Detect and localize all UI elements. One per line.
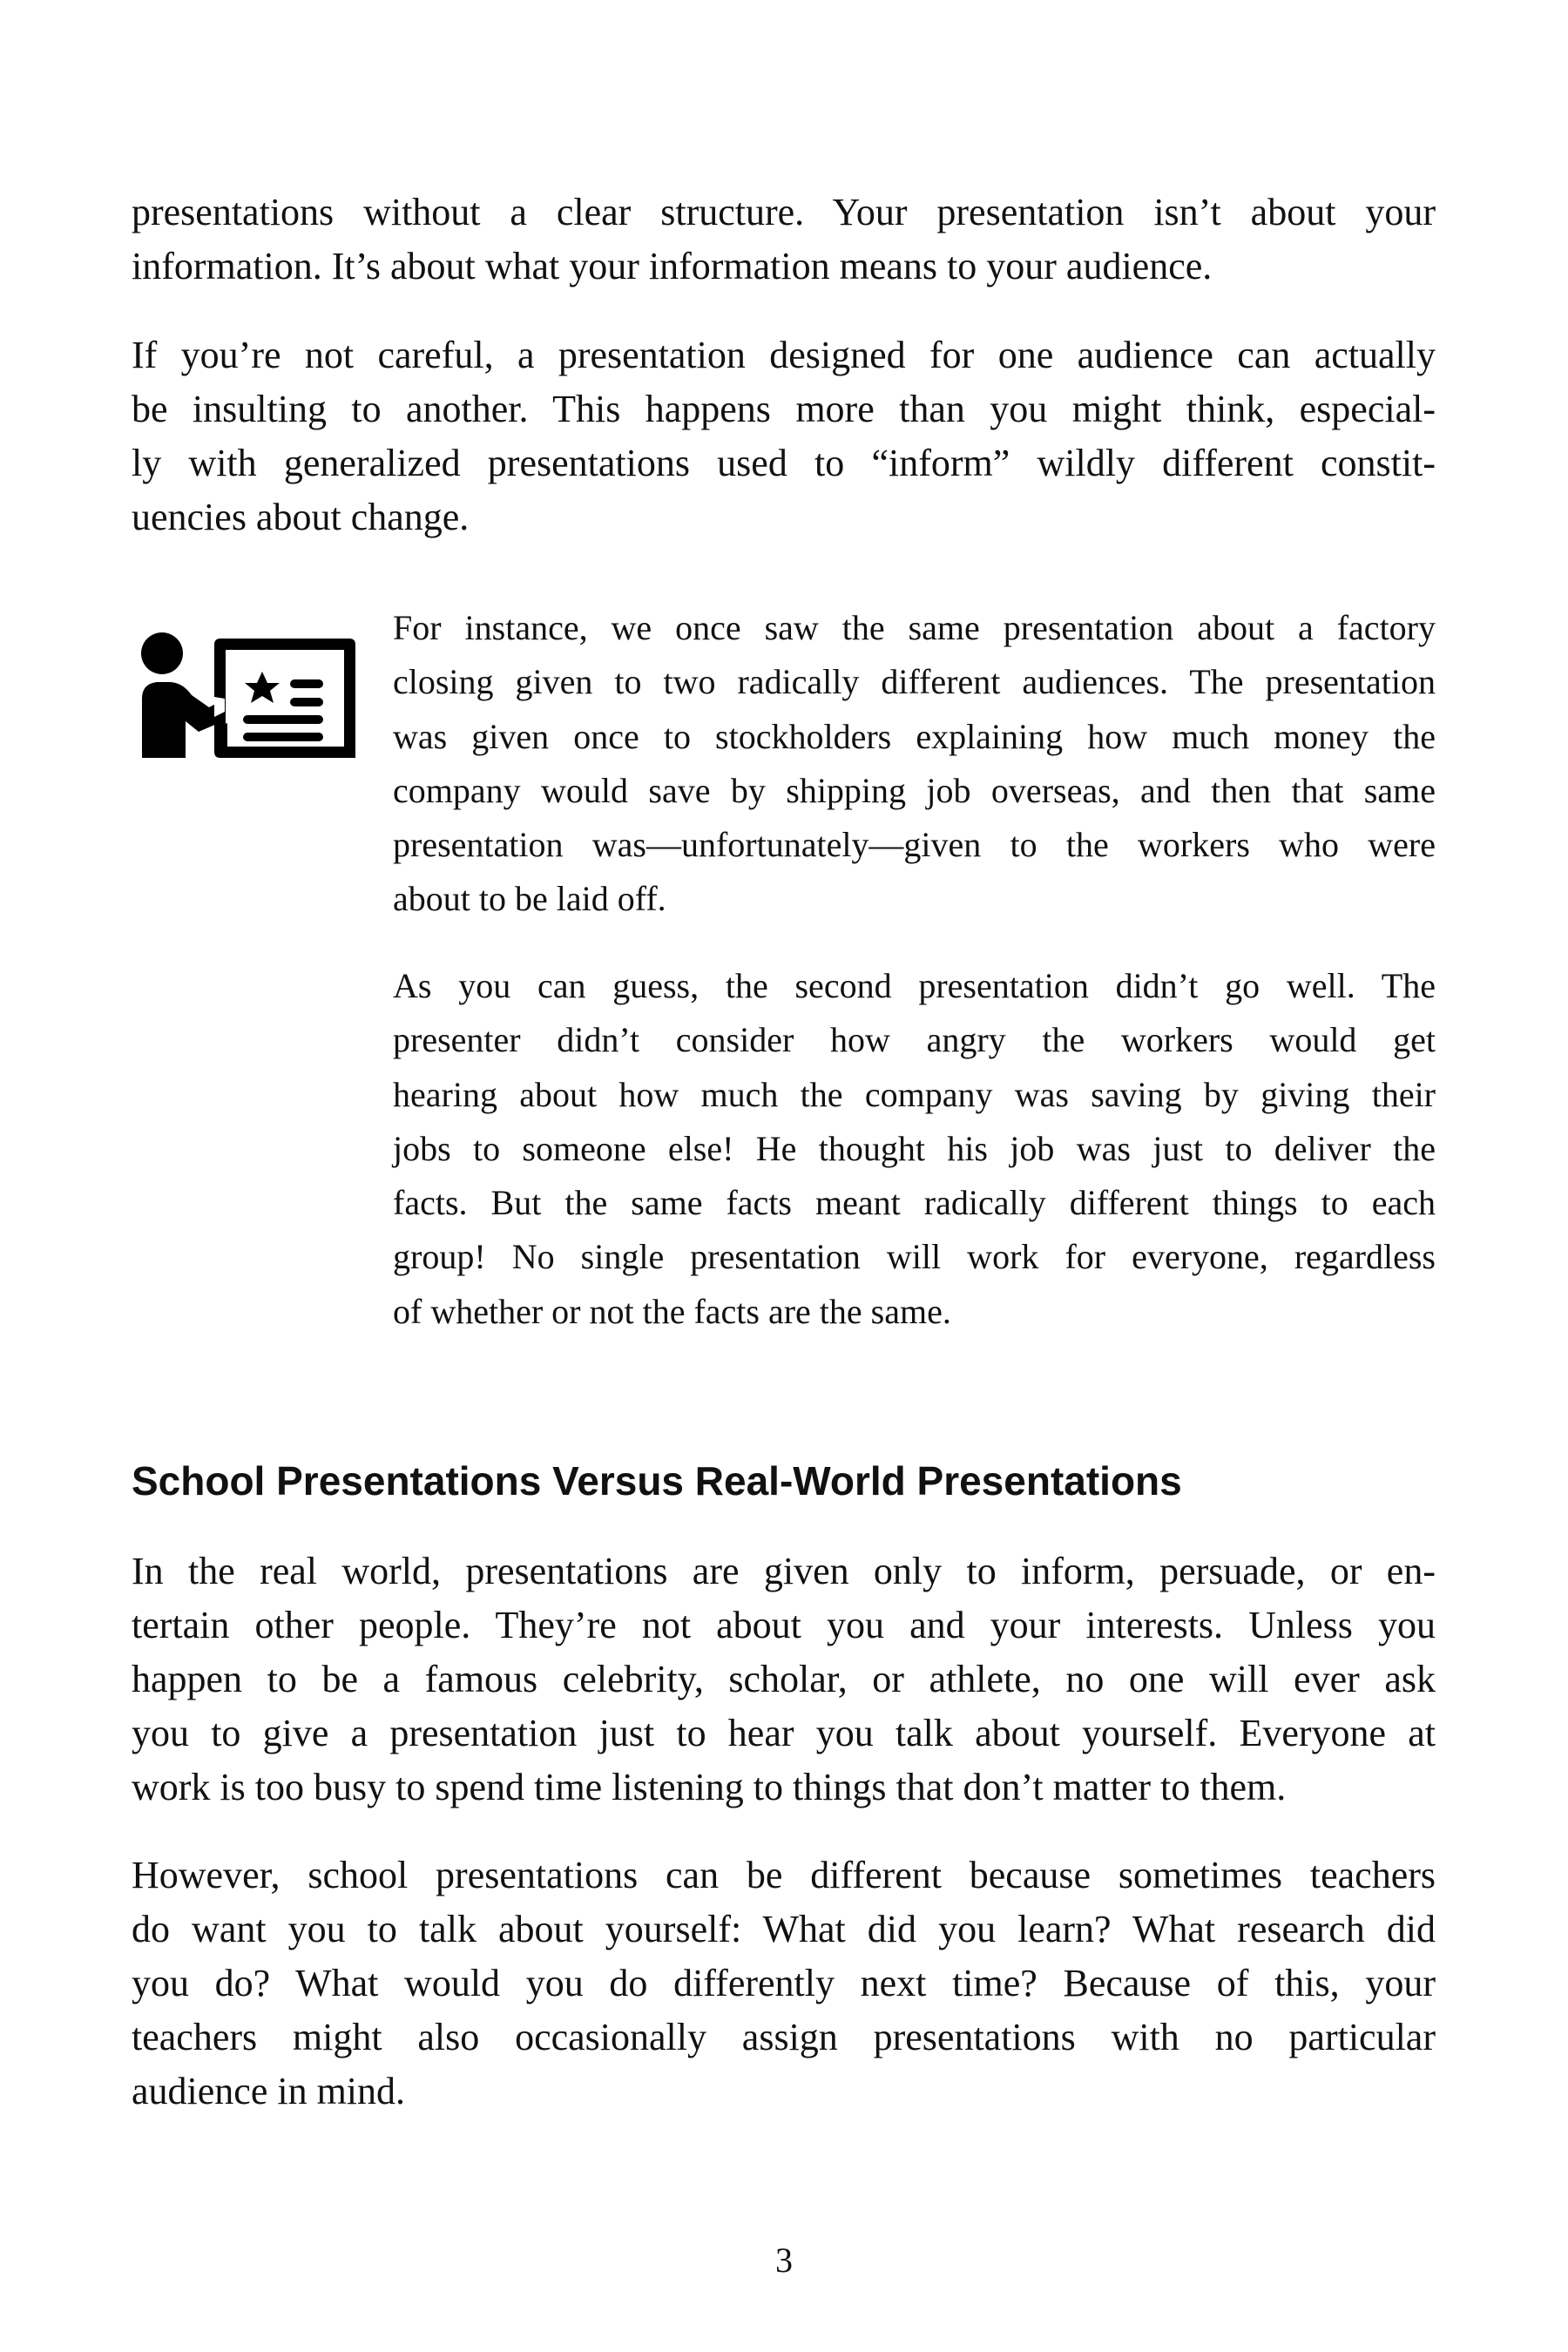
- text-line: group! No single presentation will work for everyone, regardless: [393, 1237, 1436, 1277]
- text-line: you to give a presentation just to hear you talk about yourself. Everyone at: [132, 1712, 1436, 1754]
- text-line: As you can guess, the second presentation didn’t go well. The: [393, 966, 1436, 1005]
- paragraph-5: [132, 1544, 1436, 1815]
- text-line: do want you to talk about yourself: What did you learn? What research did: [132, 1908, 1436, 1950]
- text-line: facts. But the same facts meant radically different things to each: [393, 1183, 1436, 1223]
- text-line: about to be laid off.: [393, 879, 666, 919]
- text-line: be insulting to another. This happens more than you might think, especial-: [132, 388, 1436, 430]
- presenter-at-board-icon: [138, 627, 355, 758]
- text-line: uencies about change.: [132, 496, 470, 538]
- text-line: was given once to stockholders explaining how much money the: [393, 716, 1436, 756]
- text-line: If you’re not careful, a presentation designed for one audience can actually: [132, 334, 1436, 376]
- paragraph-4-callout: [393, 959, 1436, 1339]
- text-line: teachers might also occasionally assign presentations with no particular: [132, 2016, 1436, 2058]
- text-line: For instance, we once saw the same presentation about a factory: [393, 608, 1436, 647]
- text-line: hearing about how much the company was saving by giving their: [393, 1074, 1436, 1114]
- text-line: tertain other people. They’re not about you and your interests. Unless you: [132, 1604, 1436, 1646]
- text-line: of whether or not the facts are the same.: [393, 1291, 951, 1331]
- text-line: happen to be a famous celebrity, scholar, or athlete, no one will ever ask: [132, 1658, 1436, 1700]
- text-line: company would save by shipping job overseas, and then that same: [393, 770, 1436, 810]
- text-line: However, school presentations can be different because sometimes teachers: [132, 1854, 1436, 1896]
- page-number: 3: [775, 2240, 793, 2280]
- paragraph-6: [132, 1848, 1436, 2119]
- text-line: presenter didn’t consider how angry the workers would get: [393, 1020, 1436, 1060]
- paragraph-2: [132, 328, 1436, 544]
- text-line: presentations without a clear structure. Your presentation isn’t about your: [132, 191, 1436, 233]
- paragraph-1: [132, 186, 1436, 294]
- text-line: you do? What would you do differently next time? Because of this, your: [132, 1962, 1436, 2004]
- text-line: work is too busy to spend time listening to things that don’t matter to them.: [132, 1766, 1287, 1808]
- text-line: closing given to two radically different audiences. The presentation: [393, 662, 1436, 702]
- text-line: audience in mind.: [132, 2070, 406, 2112]
- section-heading: School Presentations Versus Real-World Presentations: [132, 1458, 1182, 1504]
- text-line: information. It’s about what your information means to your audience.: [132, 245, 1213, 287]
- text-line: In the real world, presentations are given only to inform, persuade, or en-: [132, 1550, 1436, 1592]
- text-line: presentation was—unfortunately—given to the workers who were: [393, 825, 1436, 865]
- text-line: ly with generalized presentations used to “inform” wildly different constit-: [132, 442, 1436, 484]
- paragraph-3-callout: [393, 601, 1436, 927]
- text-line: jobs to someone else! He thought his job was just to deliver the: [393, 1128, 1436, 1168]
